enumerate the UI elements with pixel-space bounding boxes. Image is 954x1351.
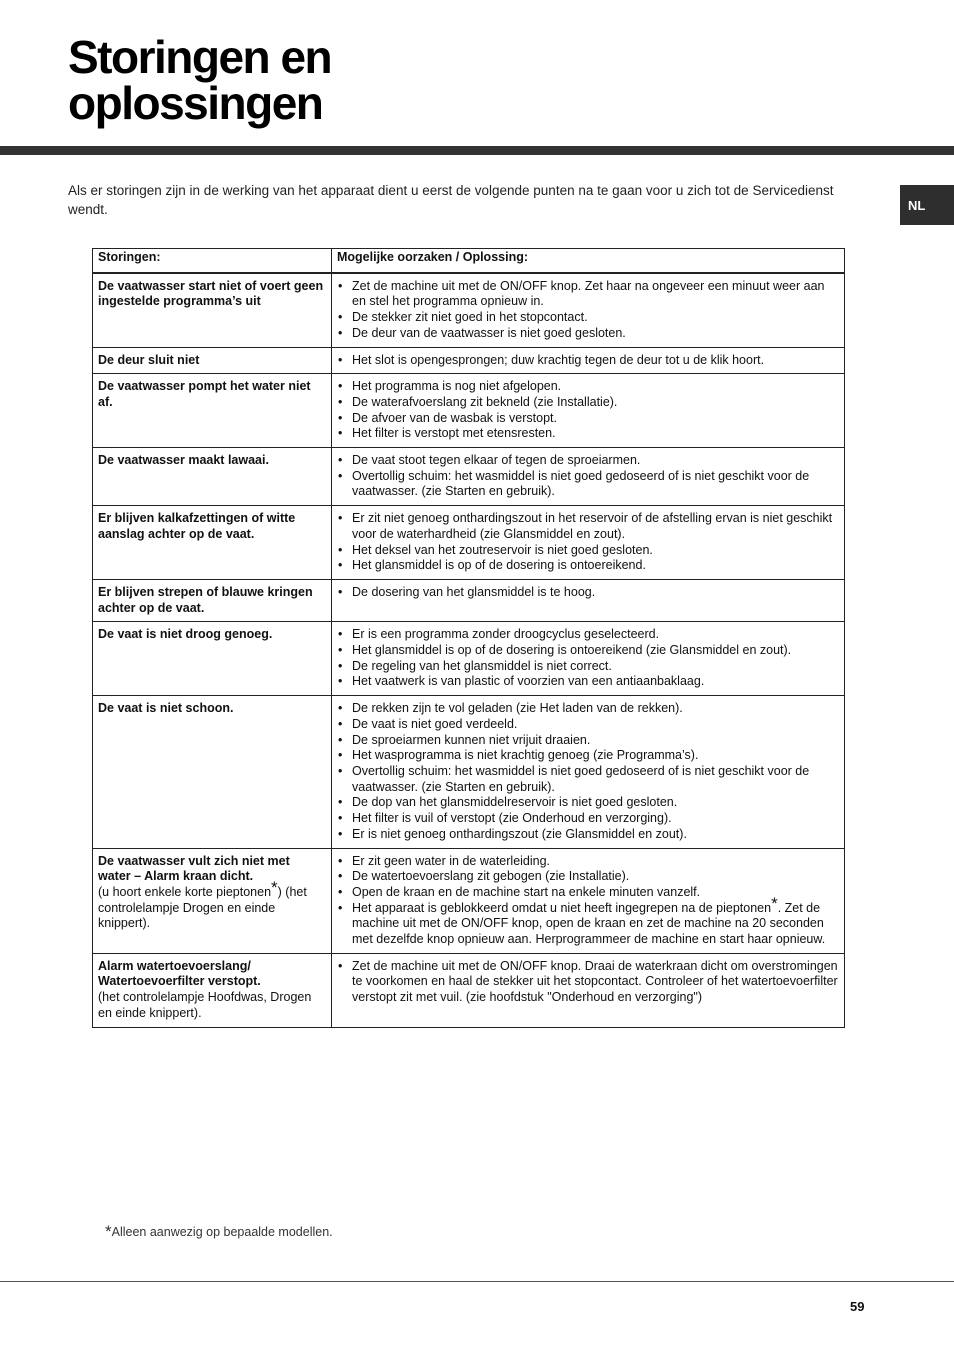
solution-item: • Open de kraan en de machine start na enkele minuten vanzelf. bbox=[337, 885, 838, 901]
fault-title: De vaatwasser start niet of voert geen ingestelde programma’s uit bbox=[98, 278, 324, 309]
solution-list bbox=[337, 453, 838, 500]
fault-title: De vaatwasser pompt het water niet af. bbox=[98, 379, 311, 409]
solution-text: Het apparaat is geblokkeerd omdat u niet heeft ingegrepen na de pieptonen bbox=[352, 900, 772, 915]
page-title bbox=[68, 31, 668, 129]
solution-item: • De afvoer van de wasbak is verstopt. bbox=[337, 411, 838, 427]
fault-cell bbox=[93, 506, 332, 580]
solution-item: • De vaat stoot tegen elkaar of tegen de sproeiarmen. bbox=[337, 453, 838, 469]
solution-cell bbox=[332, 622, 845, 696]
solution-item bbox=[337, 893, 838, 948]
solution-item: • Er zit niet genoeg onthardingszout in het reservoir of de afstelling ervan is niet geschikt voor de waterhardheid (zie Glansmiddel en zout). bbox=[337, 511, 838, 542]
solution-item: • De stekker zit niet goed in het stopcontact. bbox=[337, 310, 838, 326]
asterisk-mark: * bbox=[771, 893, 778, 913]
table-body bbox=[93, 273, 845, 848]
fault-note bbox=[98, 877, 325, 932]
solution-item: • De deur van de vaatwasser is niet goed gesloten. bbox=[337, 326, 838, 342]
solution-item: • Het slot is opengesprongen; duw krachtig tegen de deur tot u de klik hoort. bbox=[337, 353, 838, 369]
fault-cell bbox=[93, 696, 332, 848]
solution-item: • Het glansmiddel is op of de dosering is ontoereikend (zie Glansmiddel en zout). bbox=[337, 643, 838, 659]
solution-cell bbox=[332, 273, 845, 347]
footnote bbox=[105, 1222, 333, 1242]
solution-item: • Het wasprogramma is niet krachtig genoeg (zie Programma’s). bbox=[337, 748, 838, 764]
table-row bbox=[93, 506, 845, 580]
fault-note-text: ) (het controlelampje Drogen en einde knippert). bbox=[98, 884, 307, 931]
solution-list bbox=[337, 379, 838, 442]
fault-cell bbox=[93, 374, 332, 448]
solution-cell bbox=[332, 579, 845, 621]
fault-title: De vaatwasser maakt lawaai. bbox=[98, 453, 269, 468]
intro-paragraph: Als er storingen zijn in de werking van het apparaat dient u eerst de volgende punten na te gaan voor u zich tot de Servicedienst wendt. bbox=[68, 183, 834, 217]
solution-item: • Overtollig schuim: het wasmiddel is niet goed gedoseerd of is niet geschikt voor de vaatwasser. (zie Starten en gebruik). bbox=[337, 764, 838, 795]
solution-cell bbox=[332, 448, 845, 506]
fault-title: De vaat is niet droog genoeg. bbox=[98, 627, 273, 642]
solution-list bbox=[337, 701, 838, 842]
solution-item: • Het filter is vuil of verstopt (zie Onderhoud en verzorging). bbox=[337, 811, 838, 827]
page-title-line-1: Storingen en bbox=[68, 31, 332, 83]
fault-title: Alarm watertoevoerslang/ Watertoevoerfilter verstopt. bbox=[98, 958, 261, 989]
fault-cell bbox=[93, 347, 332, 374]
table-row bbox=[93, 374, 845, 448]
solution-item: • Zet de machine uit met de ON/OFF knop. Zet haar na ongeveer een minuut weer aan en stel het programma opnieuw in. bbox=[337, 279, 838, 310]
solution-item: • Er is een programma zonder droogcyclus geselecteerd. bbox=[337, 627, 838, 643]
solution-cell bbox=[332, 953, 845, 1027]
table-row bbox=[93, 347, 845, 374]
fault-cell bbox=[93, 579, 332, 621]
solution-item: • De dop van het glansmiddelreservoir is niet goed gesloten. bbox=[337, 795, 838, 811]
solution-item: • De dosering van het glansmiddel is te hoog. bbox=[337, 585, 838, 601]
asterisk-mark: * bbox=[271, 877, 278, 897]
solution-cell bbox=[332, 506, 845, 580]
solution-item: • Zet de machine uit met de ON/OFF knop. Draai de waterkraan dicht om overstromingen te voorkomen en haal de stekker uit het stopcontact. Controleer of het watertoevoerfilter verstopt zit met vuil. (zie hoofdstuk "Onderhoud en verzorging") bbox=[337, 959, 838, 1006]
fault-note: (het controlelampje Hoofdwas, Drogen en einde knippert). bbox=[98, 990, 312, 1020]
solution-item: • De rekken zijn te vol geladen (zie Het laden van de rekken). bbox=[337, 701, 838, 717]
solution-text: . Zet de machine uit met de ON/OFF knop, open de kraan en zet de machine na 20 seconden met dezelfde knop opnieuw aan. Herprogrammeer de machine en start haar opnieuw. bbox=[352, 900, 826, 947]
fault-title: De vaatwasser vult zich niet met water – Alarm kraan dicht. bbox=[98, 853, 290, 884]
solution-item: • Het vaatwerk is van plastic of voorzien van een antiaanbaklaag. bbox=[337, 674, 838, 690]
solution-item: • De watertoevoerslang zit gebogen (zie Installatie). bbox=[337, 869, 838, 885]
solution-list bbox=[337, 627, 838, 690]
language-tab: NL bbox=[900, 185, 954, 225]
table-row bbox=[93, 953, 845, 1027]
fault-cell bbox=[93, 622, 332, 696]
solution-item: • De regeling van het glansmiddel is niet correct. bbox=[337, 659, 838, 675]
solution-list bbox=[337, 959, 838, 1006]
table-row bbox=[93, 848, 845, 953]
table-row bbox=[93, 448, 845, 506]
solution-list bbox=[337, 585, 838, 601]
solution-item: • De sproeiarmen kunnen niet vrijuit draaien. bbox=[337, 733, 838, 749]
table-row bbox=[93, 696, 845, 848]
page-title-line-2: oplossingen bbox=[68, 77, 323, 129]
table-row bbox=[93, 622, 845, 696]
solution-item: • De vaat is niet goed verdeeld. bbox=[337, 717, 838, 733]
fault-title: De vaat is niet schoon. bbox=[98, 701, 234, 716]
solution-item: • Het deksel van het zoutreservoir is niet goed gesloten. bbox=[337, 543, 838, 559]
footnote-text: Alleen aanwezig op bepaalde modellen. bbox=[111, 1225, 333, 1239]
fault-title: De deur sluit niet bbox=[98, 352, 200, 367]
solution-cell bbox=[332, 696, 845, 848]
table-body-alarms bbox=[93, 848, 845, 1027]
fault-cell bbox=[93, 448, 332, 506]
solution-item: • Het glansmiddel is op of de dosering is ontoereikend. bbox=[337, 558, 838, 574]
solution-list bbox=[337, 279, 838, 342]
solution-list bbox=[337, 854, 838, 948]
solution-list bbox=[337, 511, 838, 574]
solution-list bbox=[337, 353, 838, 369]
fault-cell bbox=[93, 953, 332, 1027]
fault-note-text: (u hoort enkele korte pieptonen bbox=[98, 884, 272, 899]
table-row bbox=[93, 273, 845, 347]
table-header-row bbox=[93, 249, 845, 273]
solution-item: • Er zit geen water in de waterleiding. bbox=[337, 854, 838, 870]
footer-divider bbox=[0, 1281, 954, 1282]
solution-cell bbox=[332, 374, 845, 448]
page-number: 59 bbox=[850, 1299, 865, 1314]
fault-title: Er blijven strepen of blauwe kringen achter op de vaat. bbox=[98, 584, 313, 615]
fault-title: Er blijven kalkafzettingen of witte aanslag achter op de vaat. bbox=[98, 511, 296, 541]
troubleshooting-table bbox=[92, 248, 845, 1028]
column-header-faults: Storingen: bbox=[93, 249, 332, 273]
table-row bbox=[93, 579, 845, 621]
column-header-solutions: Mogelijke oorzaken / Oplossing: bbox=[332, 249, 845, 273]
fault-cell bbox=[93, 848, 332, 953]
solution-item: • Er is niet genoeg onthardingszout (zie Glansmiddel en zout). bbox=[337, 827, 838, 843]
header-divider bbox=[0, 146, 954, 155]
solution-item: • Het filter is verstopt met etensresten. bbox=[337, 426, 838, 442]
solution-cell bbox=[332, 347, 845, 374]
asterisk-mark: * bbox=[105, 1222, 112, 1241]
solution-item: • Overtollig schuim: het wasmiddel is niet goed gedoseerd of is niet geschikt voor de vaatwasser. (zie Starten en gebruik). bbox=[337, 469, 838, 500]
fault-cell bbox=[93, 273, 332, 347]
solution-cell bbox=[332, 848, 845, 953]
solution-item: • Het programma is nog niet afgelopen. bbox=[337, 379, 838, 395]
solution-item: • De waterafvoerslang zit bekneld (zie Installatie). bbox=[337, 395, 838, 411]
